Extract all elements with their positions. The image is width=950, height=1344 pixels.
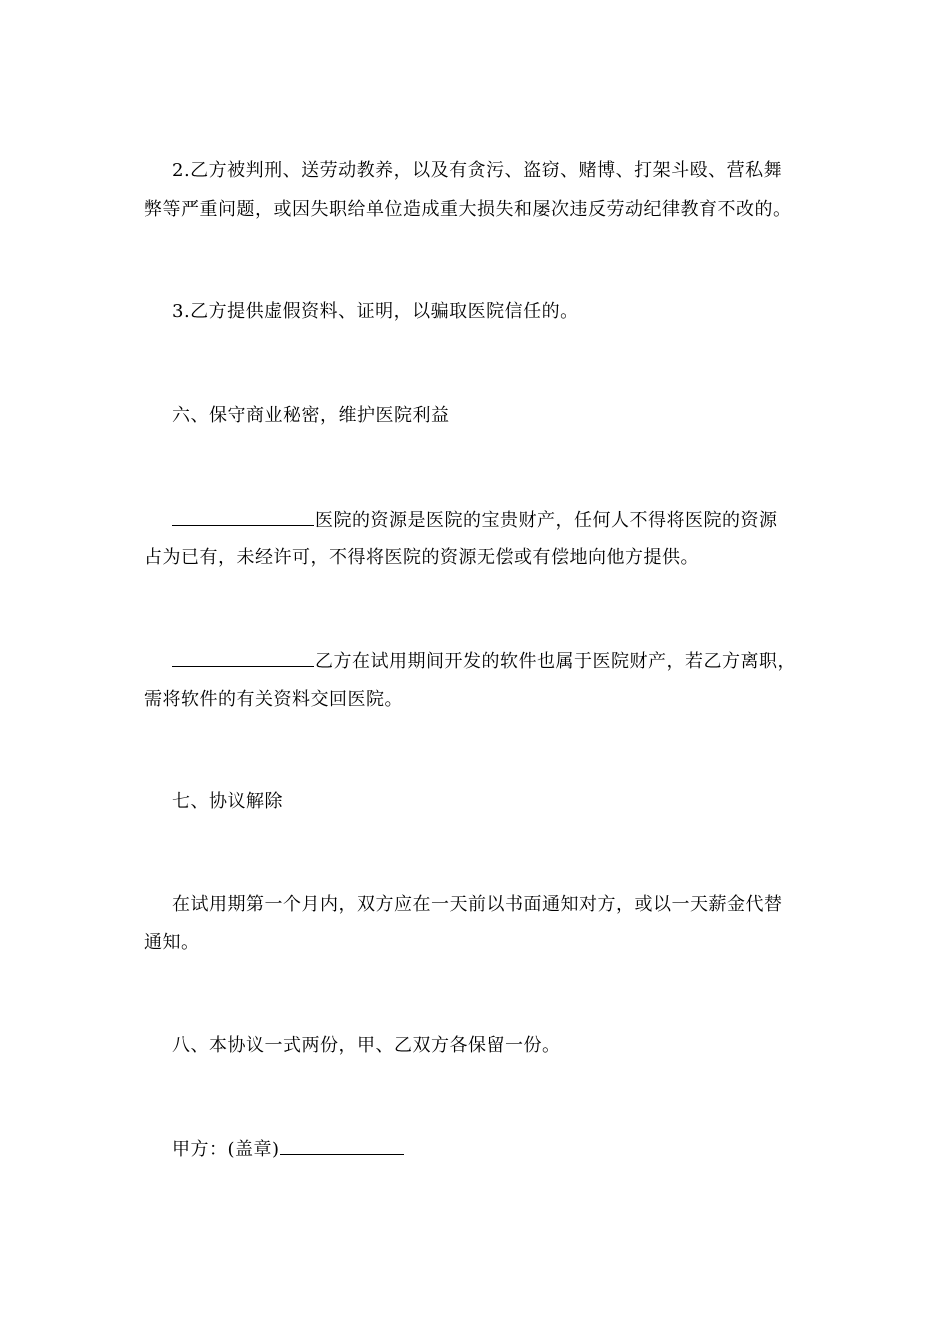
section-6-para-2-line-2: 需将软件的有关资料交回医院。	[144, 689, 403, 710]
section-6-para-1-text: 医院的资源是医院的宝贵财产，任何人不得将医院的资源	[315, 510, 778, 531]
section-7-para-line-1: 在试用期第一个月内，双方应在一天前以书面通知对方，或以一天薪金代替	[172, 894, 783, 915]
section-6-para-2-text: 乙方在试用期间开发的软件也属于医院财产，若乙方离职，	[315, 651, 796, 672]
section-6-para-1-line-1	[172, 509, 778, 532]
section-7-heading: 七、协议解除	[172, 791, 283, 812]
clause-2-line-2: 弊等严重问题，或因失职给单位造成重大损失和屡次违反劳动纪律教育不改的。	[144, 199, 792, 220]
signature-blank-underline	[280, 1138, 404, 1155]
clause-3-line-1: 3.乙方提供虚假资料、证明，以骗取医院信任的。	[172, 301, 579, 322]
section-7-para-line-2: 通知。	[144, 932, 200, 953]
section-8-heading: 八、本协议一式两份，甲、乙双方各保留一份。	[172, 1035, 561, 1056]
blank-underline	[172, 650, 314, 667]
section-6-para-1-line-2: 占为已有，未经许可，不得将医院的资源无偿或有偿地向他方提供。	[144, 547, 699, 568]
clause-2-line-1: 2.乙方被判刑、送劳动教养，以及有贪污、盗窃、赌博、打架斗殴、营私舞	[172, 160, 783, 181]
section-6-para-2-line-1	[172, 650, 796, 673]
blank-underline	[172, 509, 314, 526]
party-a-signature-line	[172, 1138, 405, 1161]
section-6-heading: 六、保守商业秘密，维护医院利益	[172, 405, 450, 426]
party-a-label: 甲方：(盖章)	[172, 1139, 280, 1160]
